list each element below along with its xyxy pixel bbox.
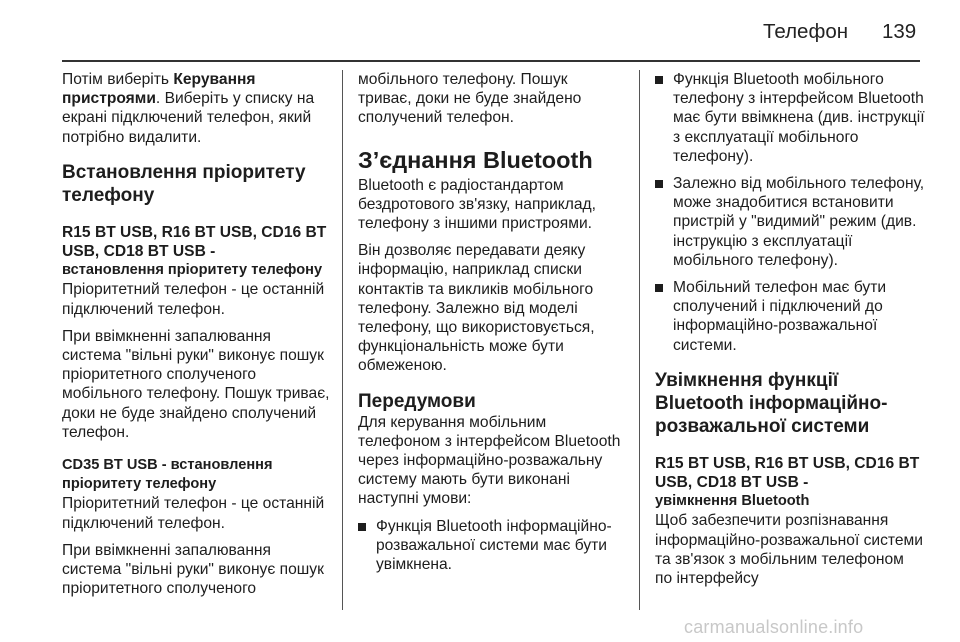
paragraph: Він дозволяє передавати деяку інформацію, наприклад списки контактів та викликів мобільного телефону. Залежно від моделі телефону, що використовується, функціональність може бути обмеженою. <box>358 242 595 375</box>
paragraph: Щоб забезпечити розпізнавання інформаційно-розважальної системи та зв'язок з мобільним телефоном по інтерфейсу <box>655 512 923 588</box>
watermark: carmanualsonline.info <box>684 617 864 637</box>
list-item <box>358 517 623 575</box>
list-item <box>655 174 925 270</box>
list-item <box>655 278 925 355</box>
square-bullet-icon <box>655 180 663 188</box>
page-number: 139 <box>882 20 917 43</box>
page-header <box>0 0 960 62</box>
column-middle <box>358 70 623 574</box>
square-bullet-icon <box>655 76 663 84</box>
column-divider-1 <box>342 70 343 610</box>
subsection-title-prerequisites: Передумови <box>358 390 476 412</box>
intro-prefix: Потім виберіть <box>62 71 174 88</box>
column-right <box>655 70 925 588</box>
paragraph: Пріоритетний телефон - це останній підключений телефон. <box>62 495 325 532</box>
models-heading-2: CD35 BT USB - встановлення пріоритету телефону <box>62 457 273 493</box>
paragraph: При ввімкненні запалювання система "вільні руки" виконує пошук пріоритетного сполученого <box>62 541 324 598</box>
section-title-enable-bluetooth: Увімкнення функції Bluetooth інформаційно-розважальної системи <box>655 369 888 437</box>
list-item-text: Функція Bluetooth інформаційно-розважальної системи має бути увімкнена. <box>376 517 612 574</box>
section-title-priority: Встановлення пріоритету телефону <box>62 161 306 206</box>
header-title: Телефон <box>763 20 849 43</box>
header-divider <box>62 60 920 62</box>
list-item <box>655 70 925 166</box>
list-item-text: Функція Bluetooth мобільного телефону з інтерфейсом Bluetooth має бути ввімкнена (див. інструкції з експлуатації мобільного телефону). <box>673 71 925 165</box>
models-heading-sub: увімкнення Bluetooth <box>655 493 810 510</box>
intro-suffix: . Виберіть у списку на екрані підключений телефон, який потрібно видалити. <box>62 90 315 146</box>
models-heading-1: R15 BT USB, R16 BT USB, CD16 BT USB, CD18 BT USB - <box>62 223 327 261</box>
list-item-text: Мобільний телефон має бути сполучений і підключений до інформаційно-розважальної системи. <box>673 279 887 354</box>
paragraph: Пріоритетний телефон - це останній підключений телефон. <box>62 281 325 318</box>
models-heading: R15 BT USB, R16 BT USB, CD16 BT USB, CD18 BT USB - <box>655 454 920 492</box>
column-left <box>62 70 334 598</box>
intro-paragraph <box>62 70 334 147</box>
section-title-bluetooth: З’єднання Bluetooth <box>358 146 593 173</box>
paragraph: Bluetooth є радіостандартом бездротового зв'язку, наприклад, телефону з іншими пристроями. <box>358 176 596 233</box>
models-heading-1-sub: встановлення пріоритету телефону <box>62 262 323 279</box>
paragraph: При ввімкненні запалювання система "вільні руки" виконує пошук пріоритетного сполученого мобільного телефону. Пошук триває, доки не буде знайдено сполучений телефон. <box>62 327 330 441</box>
square-bullet-icon <box>655 284 663 292</box>
square-bullet-icon <box>358 523 366 531</box>
intro-bold-term: Керування пристроями <box>62 71 256 108</box>
paragraph: Для керування мобільним телефоном з інтерфейсом Bluetooth через інформаційно-розважальну систему мають бути виконані наступні умови: <box>358 413 621 508</box>
paragraph-continued: мобільного телефону. Пошук триває, доки не буде знайдено сполучений телефон. <box>358 71 582 127</box>
list-item-text: Залежно від мобільного телефону, може знадобитися встановити пристрій у "видимий" режим (див. інструкцію з експлуатації мобільного телефону). <box>673 175 925 269</box>
column-divider-2 <box>639 70 640 610</box>
bullet-list <box>655 70 925 355</box>
bullet-list <box>358 517 623 575</box>
